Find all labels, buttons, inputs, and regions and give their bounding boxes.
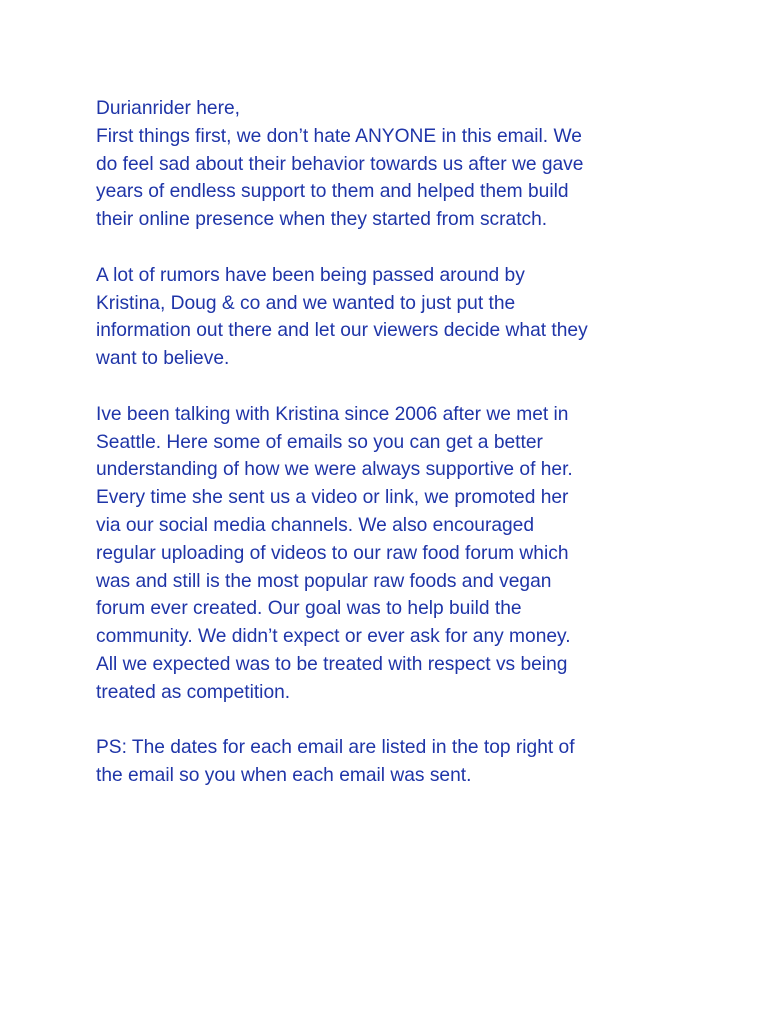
text-line: want to believe. <box>96 348 230 370</box>
text-line: Ive been talking with Kristina since 2006 after we met in <box>96 403 569 425</box>
text-line: the email so you when each email was sent. <box>96 765 472 787</box>
text-line: A lot of rumors have been being passed around by <box>96 264 525 286</box>
letter-body <box>96 95 696 790</box>
text-line: First things first, we don’t hate ANYONE in this email. We <box>96 125 582 147</box>
text-line: do feel sad about their behavior towards us after we gave <box>96 153 584 175</box>
text-line: their online presence when they started from scratch. <box>96 209 548 231</box>
text-line: information out there and let our viewers decide what they <box>96 320 588 342</box>
text-line: regular uploading of videos to our raw food forum which <box>96 542 569 564</box>
text-line: Durianrider here, <box>96 98 240 119</box>
text-line: treated as competition. <box>96 681 291 703</box>
text-line: forum ever created. Our goal was to help build the <box>96 598 522 620</box>
paragraph-rumors <box>96 262 696 373</box>
text-line: understanding of how we were always supportive of her. <box>96 459 573 481</box>
text-line: Seattle. Here some of emails so you can get a better <box>96 431 543 453</box>
text-line: was and still is the most popular raw foods and vegan <box>96 570 552 592</box>
text-line: years of endless support to them and helped them build <box>96 181 569 203</box>
paragraph-ps <box>96 734 696 790</box>
text-line: All we expected was to be treated with respect vs being <box>96 653 568 675</box>
text-line: Every time she sent us a video or link, we promoted her <box>96 487 569 509</box>
paragraph-intro <box>96 95 696 234</box>
text-line: via our social media channels. We also encouraged <box>96 514 535 536</box>
text-line: community. We didn’t expect or ever ask for any money. <box>96 626 571 648</box>
text-line: PS: The dates for each email are listed in the top right of <box>96 737 575 759</box>
paragraph-history <box>96 401 696 707</box>
text-line: Kristina, Doug & co and we wanted to just put the <box>96 292 516 314</box>
